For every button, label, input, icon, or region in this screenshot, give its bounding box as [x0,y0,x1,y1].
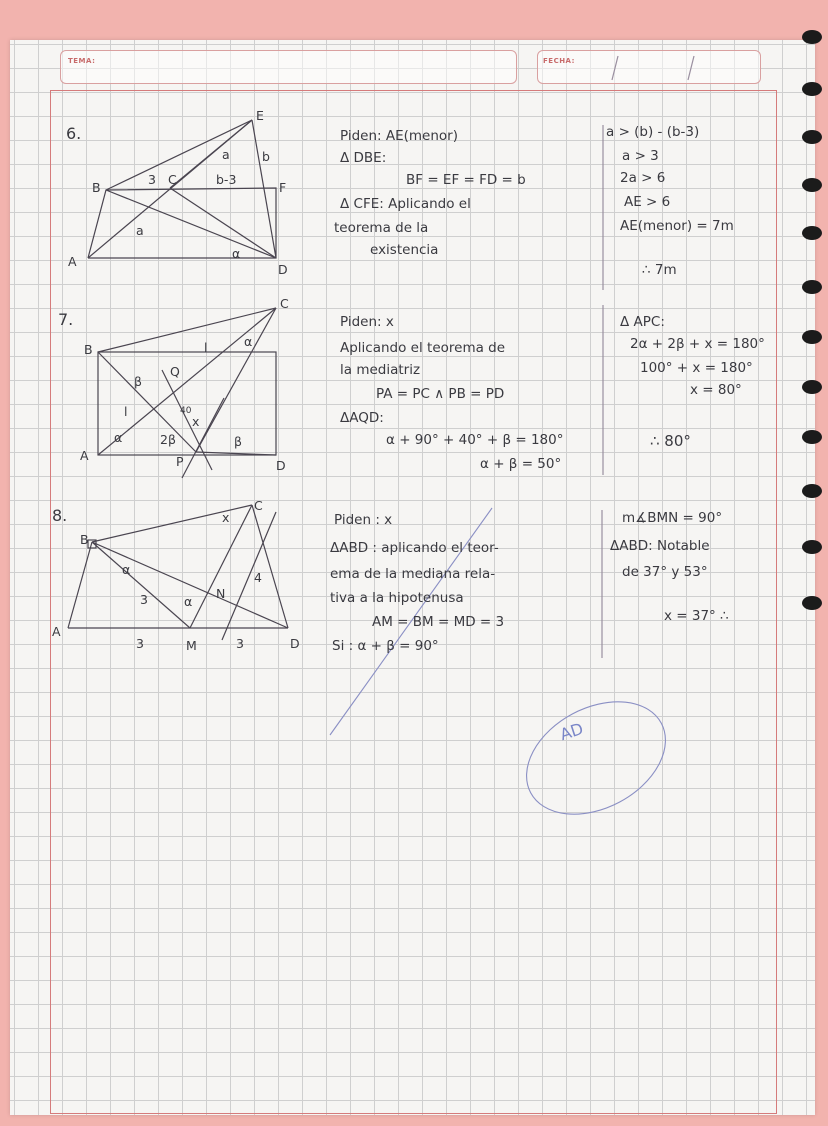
tema-label: TEMA: [68,57,96,65]
problem-8-number: 8. [52,506,68,525]
teacher-stamp: AD [557,718,586,745]
pencil-marks [330,508,685,837]
figure-6 [88,120,276,258]
problem-7-number: 7. [58,310,74,329]
problem-6-number: 6. [66,124,82,143]
fecha-label: FECHA: [543,57,575,65]
